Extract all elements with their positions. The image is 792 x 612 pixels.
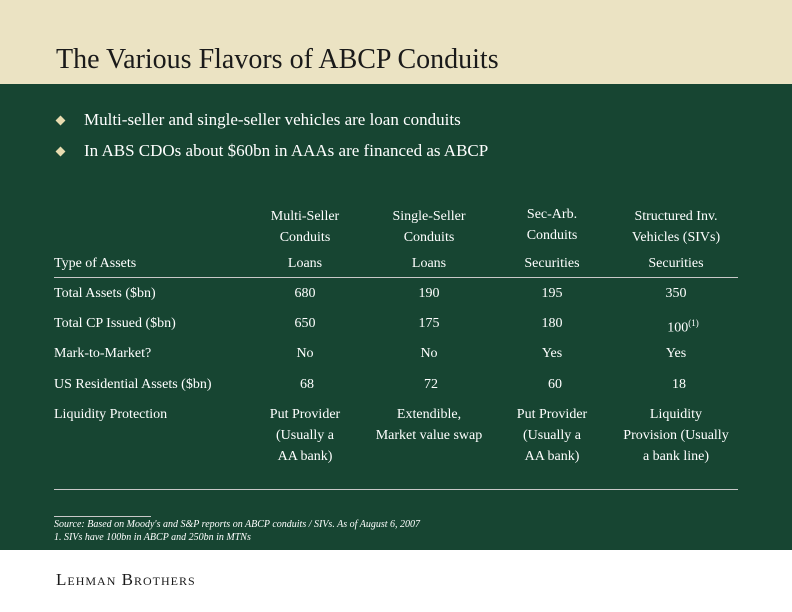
bullet-item (54, 110, 461, 130)
table-cell: Put Provider (Usually a AA bank) (269, 407, 341, 464)
footnote-rule (54, 516, 151, 517)
slide-body (0, 84, 792, 550)
table-cell: 100$^{(1)}$ (667, 318, 699, 336)
slide-footer (0, 550, 792, 612)
table-cell: 680 (294, 286, 316, 301)
table-cell: Securities (524, 256, 580, 271)
table-cell: No (296, 346, 314, 361)
table-divider (54, 277, 738, 278)
table-cell: Yes (665, 346, 687, 361)
column-header: Structured Inv. Vehicles (SIVs) (631, 209, 721, 245)
table-cell: 180 (541, 316, 563, 331)
table-cell: 195 (541, 286, 563, 301)
table-cell: Put Provider (Usually a AA bank) (516, 407, 588, 464)
footnote-marker: (1) (688, 318, 699, 328)
source-note: Source: Based on Moody's and S&P reports on ABCP conduits / SIVs. As of August 6, 2007 (54, 519, 421, 530)
diamond-bullet-icon (56, 115, 66, 125)
diamond-bullet-icon (56, 146, 66, 156)
slide-header (0, 0, 792, 84)
bullet-text: In ABS CDOs about $60bn in AAAs are financed as ABCP (84, 141, 489, 160)
table-cell: Securities (648, 256, 704, 271)
table-cell: 175 (418, 316, 440, 331)
row-label: US Residential Assets ($bn) (54, 377, 212, 392)
table-cell: Liquidity Provision (Usually a bank line) (623, 407, 729, 464)
table-cell: Extendible, Market value swap (375, 407, 483, 443)
table-bottom-rule (54, 489, 738, 490)
bullet-text: Multi-seller and single-seller vehicles are loan conduits (84, 110, 461, 129)
table-cell: 68 (300, 377, 314, 392)
column-header: Single-Seller Conduits (392, 209, 466, 245)
table-cell: Loans (287, 256, 323, 271)
table-cell: 60 (548, 377, 562, 392)
row-label: Total CP Issued ($bn) (54, 316, 176, 331)
lehman-brothers-logo: Lehman Brothers (56, 570, 196, 589)
row-label: Total Assets ($bn) (54, 286, 156, 301)
column-header: Sec-Arb. Conduits (526, 207, 578, 243)
row-label: Liquidity Protection (54, 407, 168, 422)
table-cell: No (420, 346, 438, 361)
table-cell: 650 (294, 316, 316, 331)
bullet-item (54, 141, 488, 161)
row-label: Mark-to-Market? (54, 346, 152, 361)
slide-title: The Various Flavors of ABCP Conduits (56, 44, 499, 75)
table-cell: Yes (541, 346, 563, 361)
table-cell: 18 (672, 377, 686, 392)
table-cell: 72 (424, 377, 438, 392)
column-header: Multi-Seller Conduits (270, 209, 340, 245)
row-label: Type of Assets (54, 256, 137, 271)
table-cell: 190 (418, 286, 440, 301)
table-cell: Loans (411, 256, 447, 271)
table-cell: 350 (665, 286, 687, 301)
footnote: 1. SIVs have 100bn in ABCP and 250bn in MTNs (54, 532, 251, 543)
